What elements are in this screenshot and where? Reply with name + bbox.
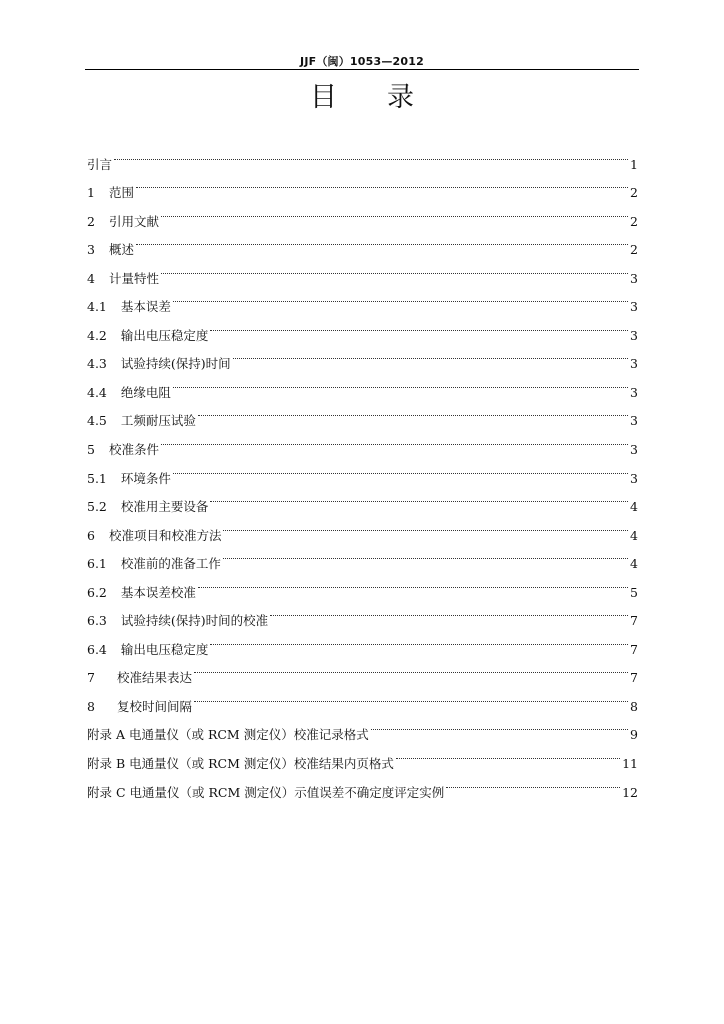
toc-page-number: 3 [630, 470, 638, 486]
toc-entry-number: 6 [87, 527, 95, 543]
toc-entry[interactable] [87, 283, 638, 315]
toc-page-number: 3 [630, 356, 638, 372]
toc-page-number: 7 [630, 670, 638, 686]
toc-dot-leader [173, 368, 628, 397]
toc-entry-number: 6.3 [87, 613, 107, 629]
toc-entry-title: 绝缘电阻 [120, 384, 171, 400]
toc-entry-number: 7 [87, 670, 95, 686]
toc-entry-number: 4.5 [87, 413, 107, 429]
toc-entry-title: 校准前的准备工作 [120, 556, 221, 572]
toc-page-number: 2 [630, 242, 638, 258]
page-title [0, 75, 724, 114]
toc-dot-leader [233, 340, 628, 369]
toc-page-number: 4 [630, 499, 638, 515]
toc-dot-leader [446, 768, 620, 797]
toc-entry-number: 8 [87, 698, 95, 714]
toc-page-number: 3 [630, 413, 638, 429]
toc-page-number: 1 [630, 156, 638, 172]
toc-entry-title: 校准用主要设备 [120, 499, 209, 515]
toc-entry-title: 引用文献 [108, 213, 159, 229]
toc-dot-leader [210, 483, 628, 512]
toc-entry-title: 校准项目和校准方法 [108, 527, 222, 543]
toc-dot-leader [210, 311, 628, 340]
toc-page-number: 8 [630, 698, 638, 714]
header-rule [85, 69, 639, 70]
toc-entry-title: 附录 C 电通量仪（或 RCM 测定仪）示值误差不确定度评定实例 [87, 784, 445, 800]
toc-page-number: 3 [630, 442, 638, 458]
toc-entry-title: 试验持续(保持)时间 [120, 356, 231, 372]
document-code-header: JJF（闽）1053—2012 [300, 55, 424, 68]
title-char-2: 录 [387, 82, 414, 113]
toc-entry-number: 4.4 [87, 384, 107, 400]
toc-entry-title: 试验持续(保持)时间的校准 [120, 613, 269, 629]
toc-page-number: 4 [630, 556, 638, 572]
toc-dot-leader [161, 254, 628, 283]
toc-entry[interactable] [87, 454, 638, 486]
toc-dot-leader [173, 283, 628, 312]
toc-dot-leader [161, 197, 628, 226]
toc-page-number: 3 [630, 299, 638, 315]
toc-dot-leader [161, 425, 628, 454]
toc-page-number: 2 [630, 185, 638, 201]
toc-entry-number: 4.1 [87, 299, 107, 315]
toc-entry-number: 6.2 [87, 584, 107, 600]
toc-dot-leader [136, 226, 628, 255]
toc-page-number: 5 [630, 584, 638, 600]
toc-entry-number: 3 [87, 242, 95, 258]
toc-dot-leader [198, 568, 628, 597]
toc-page-number: 7 [630, 613, 638, 629]
toc-dot-leader [223, 511, 628, 540]
toc-dot-leader [114, 140, 628, 169]
toc-page-number: 3 [630, 270, 638, 286]
toc-entry-title: 输出电压稳定度 [120, 641, 209, 657]
toc-page-number: 3 [630, 384, 638, 400]
toc-dot-leader [270, 597, 628, 626]
toc-entry-title: 范围 [108, 185, 134, 201]
toc-page-number: 9 [630, 727, 638, 743]
toc-page-number: 3 [630, 327, 638, 343]
toc-entry-number: 4.2 [87, 327, 107, 343]
toc-entry-number: 4.3 [87, 356, 107, 372]
toc-dot-leader [371, 711, 628, 740]
toc-page-number: 2 [630, 213, 638, 229]
toc-entry-title: 附录 B 电通量仪（或 RCM 测定仪）校准结果内页格式 [87, 756, 394, 772]
toc-page-number: 11 [622, 756, 638, 772]
toc-entry[interactable] [87, 169, 638, 201]
table-of-contents [87, 140, 638, 800]
toc-entry-number: 6.4 [87, 641, 107, 657]
toc-dot-leader [210, 625, 628, 654]
toc-dot-leader [194, 654, 628, 683]
toc-entry-title: 基本误差 [120, 299, 171, 315]
toc-entry-title: 附录 A 电通量仪（或 RCM 测定仪）校准记录格式 [87, 727, 369, 743]
toc-page-number: 7 [630, 641, 638, 657]
toc-entry-number: 5 [87, 442, 95, 458]
toc-entry-number: 1 [87, 185, 95, 201]
toc-entry-number: 4 [87, 270, 95, 286]
toc-entry-title: 校准结果表达 [116, 670, 192, 686]
toc-dot-leader [198, 397, 628, 426]
toc-entry-title: 基本误差校准 [120, 584, 196, 600]
toc-entry-title: 复校时间间隔 [116, 698, 192, 714]
toc-entry-title: 概述 [108, 242, 134, 258]
title-char-1: 目 [310, 82, 337, 113]
toc-entry-title: 工频耐压试验 [120, 413, 196, 429]
toc-dot-leader [136, 169, 628, 198]
toc-dot-leader [396, 739, 620, 768]
toc-dot-leader [223, 540, 628, 569]
toc-entry[interactable] [87, 140, 638, 172]
toc-entry[interactable] [87, 197, 638, 229]
toc-entry-number: 5.2 [87, 499, 107, 515]
toc-entry-number: 5.1 [87, 470, 107, 486]
toc-entry[interactable] [87, 226, 638, 258]
toc-page-number: 12 [622, 784, 638, 800]
toc-entry-number: 6.1 [87, 556, 107, 572]
toc-entry-title: 计量特性 [108, 270, 159, 286]
toc-entry-title: 输出电压稳定度 [120, 327, 209, 343]
toc-entry-number: 2 [87, 213, 95, 229]
toc-dot-leader [194, 682, 628, 711]
toc-dot-leader [173, 454, 628, 483]
toc-entry-title: 校准条件 [108, 442, 159, 458]
toc-page-number: 4 [630, 527, 638, 543]
toc-entry[interactable] [87, 425, 638, 458]
toc-entry-title: 环境条件 [120, 470, 171, 486]
toc-entry-title: 引言 [87, 156, 113, 172]
toc-entry[interactable] [87, 254, 638, 286]
